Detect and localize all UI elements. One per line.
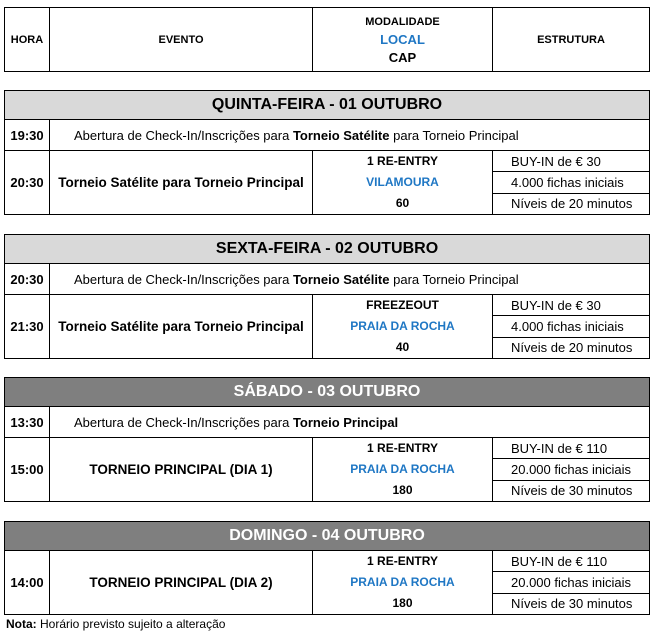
event-modalidade (313, 295, 493, 359)
header-local: LOCAL (380, 31, 425, 47)
cap: 180 (392, 596, 413, 610)
event-time: 15:00 (5, 438, 50, 502)
estrutura-niveis: Níveis de 30 minutos (493, 480, 650, 501)
modalidade: FREEZEOUT (366, 298, 439, 312)
event-modalidade (313, 151, 493, 215)
header-cap: CAP (388, 49, 417, 65)
day-title: SEXTA-FEIRA - 02 OUTUBRO (5, 235, 650, 264)
event-time: 21:30 (5, 295, 50, 359)
estrutura-niveis: Níveis de 30 minutos (493, 593, 650, 614)
header-evento: EVENTO (50, 8, 313, 72)
estrutura-fichas: 20.000 fichas iniciais (493, 572, 650, 593)
day-title: SÁBADO - 03 OUTUBRO (5, 378, 650, 407)
header-modalidade-local-cap (313, 8, 493, 72)
event-name: Torneio Satélite para Torneio Principal (50, 295, 313, 359)
modalidade: 1 RE-ENTRY (367, 154, 438, 168)
event-modalidade (313, 551, 493, 615)
checkin-note: Abertura de Check-In/Inscrições para Torneio Satélite para Torneio Principal (50, 120, 650, 151)
modalidade: 1 RE-ENTRY (367, 554, 438, 568)
event-name: Torneio Satélite para Torneio Principal (50, 151, 313, 215)
estrutura-fichas: 4.000 fichas iniciais (493, 316, 650, 337)
footnote-label: Nota: (6, 617, 37, 631)
day-block-1 (4, 90, 649, 215)
estrutura-niveis: Níveis de 20 minutos (493, 337, 650, 358)
day-block-3 (4, 377, 649, 502)
local: PRAIA DA ROCHA (350, 462, 455, 476)
local: PRAIA DA ROCHA (350, 575, 455, 589)
cap: 180 (392, 483, 413, 497)
header-estrutura: ESTRUTURA (493, 8, 650, 72)
event-name: TORNEIO PRINCIPAL (DIA 2) (50, 551, 313, 615)
header-modalidade: MODALIDADE (365, 15, 440, 28)
estrutura-buyin: BUY-IN de € 30 (493, 151, 650, 172)
checkin-time: 20:30 (5, 264, 50, 295)
cap: 60 (395, 196, 410, 210)
event-name: TORNEIO PRINCIPAL (DIA 1) (50, 438, 313, 502)
checkin-note: Abertura de Check-In/Inscrições para Torneio Principal (50, 407, 650, 438)
estrutura-buyin: BUY-IN de € 110 (493, 551, 650, 572)
estrutura-fichas: 4.000 fichas iniciais (493, 172, 650, 193)
checkin-note: Abertura de Check-In/Inscrições para Torneio Satélite para Torneio Principal (50, 264, 650, 295)
estrutura-fichas: 20.000 fichas iniciais (493, 459, 650, 480)
footnote (6, 617, 225, 631)
day-title: DOMINGO - 04 OUTUBRO (5, 522, 650, 551)
estrutura-niveis: Níveis de 20 minutos (493, 193, 650, 214)
modalidade: 1 RE-ENTRY (367, 441, 438, 455)
event-modalidade (313, 438, 493, 502)
checkin-time: 19:30 (5, 120, 50, 151)
estrutura-buyin: BUY-IN de € 30 (493, 295, 650, 316)
checkin-time: 13:30 (5, 407, 50, 438)
event-time: 20:30 (5, 151, 50, 215)
day-block-4 (4, 521, 649, 615)
cap: 40 (395, 340, 410, 354)
event-time: 14:00 (5, 551, 50, 615)
day-title: QUINTA-FEIRA - 01 OUTUBRO (5, 91, 650, 120)
footnote-text: Horário previsto sujeito a alteração (36, 617, 226, 631)
schedule-header (4, 7, 649, 72)
day-block-2 (4, 234, 649, 359)
estrutura-buyin: BUY-IN de € 110 (493, 438, 650, 459)
header-hora: HORA (5, 8, 50, 72)
local: PRAIA DA ROCHA (350, 319, 455, 333)
local: VILAMOURA (366, 175, 439, 189)
